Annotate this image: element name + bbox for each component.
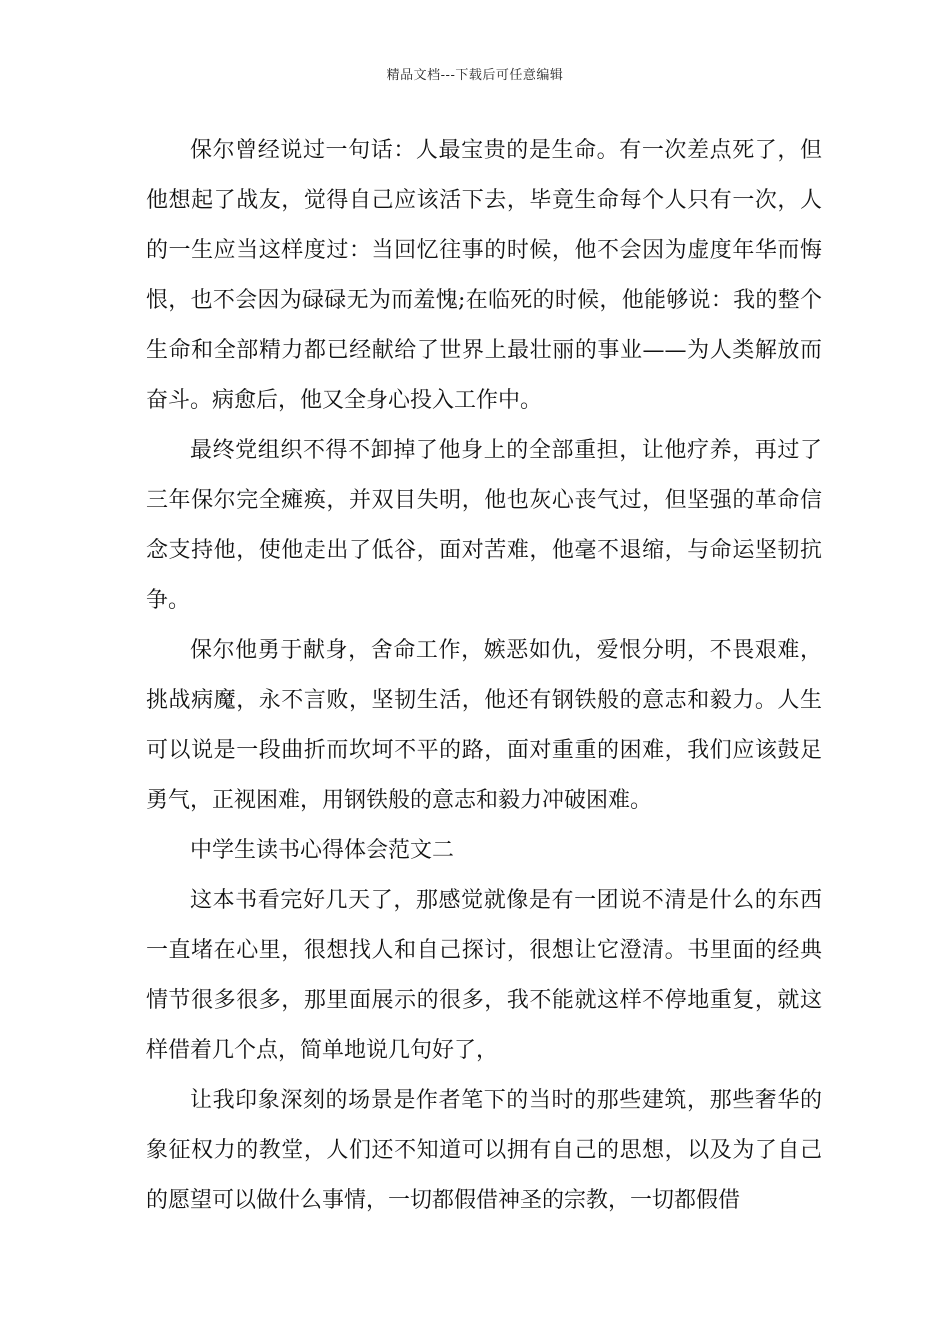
paragraph-5: 让我印象深刻的场景是作者笔下的当时的那些建筑，那些奢华的象征权力的教堂，人们还不知道可以拥有自己的思想，以及为了自己的愿望可以做什么事情，一切都假借神圣的宗教，一切都假借 — [146, 1088, 822, 1213]
document-body — [146, 126, 822, 1226]
page-header: 精品文档---下载后可任意编辑 — [386, 68, 564, 83]
paragraph-2: 最终党组织不得不卸掉了他身上的全部重担，让他疗养，再过了三年保尔完全瘫痪，并双目失明，他也灰心丧气过，但坚强的革命信念支持他，使他走出了低谷，面对苦难，他毫不退缩，与命运坚韧抗争。 — [146, 438, 822, 613]
section-heading: 中学生读书心得体会范文二 — [190, 838, 455, 863]
paragraph-1: 保尔曾经说过一句话：人最宝贵的是生命。有一次差点死了，但他想起了战友，觉得自己应该活下去，毕竟生命每个人只有一次，人的一生应当这样度过：当回忆往事的时候，他不会因为虚度年华而悔恨，也不会因为碌碌无为而羞愧;在临死的时候，他能够说：我的整个生命和全部精力都已经献给了世界上最壮丽的事业——为人类解放而奋斗。病愈后，他又全身心投入工作中。 — [146, 138, 822, 413]
paragraph-4: 这本书看完好几天了，那感觉就像是有一团说不清是什么的东西一直堵在心里，很想找人和自己探讨，很想让它澄清。书里面的经典情节很多很多，那里面展示的很多，我不能就这样不停地重复，就这样借着几个点，简单地说几句好了， — [146, 888, 822, 1063]
paragraph-3: 保尔他勇于献身，舍命工作，嫉恶如仇，爱恨分明，不畏艰难，挑战病魔，永不言败，坚韧生活，他还有钢铁般的意志和毅力。人生可以说是一段曲折而坎坷不平的路，面对重重的困难，我们应该鼓足勇气，正视困难，用钢铁般的意志和毅力冲破困难。 — [146, 638, 822, 813]
